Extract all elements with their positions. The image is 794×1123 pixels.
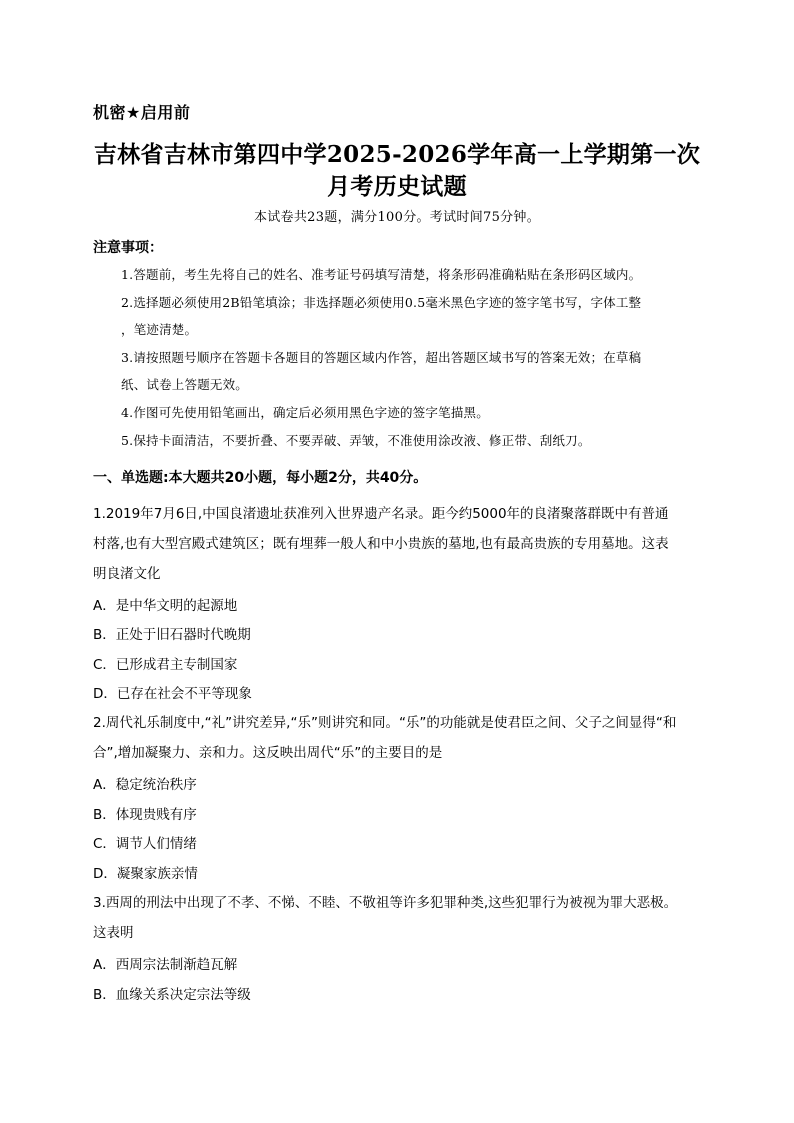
exam-title-line2: 月考历史试题 xyxy=(327,173,467,200)
answer-option: C．已形成君主专制国家 xyxy=(93,657,238,673)
notice-line: 3.请按照题号顺序在答题卡各题目的答题区域内作答，超出答题区域书写的答案无效；在草稿 xyxy=(121,350,642,365)
question-stem-line: 村落,也有大型宫殿式建筑区；既有埋葬一般人和中小贵族的墓地,也有最高贵族的专用墓地。这表 xyxy=(93,536,669,552)
notice-heading: 注意事项： xyxy=(93,240,163,256)
exam-subtitle: 本试卷共23题，满分100分。考试时间75分钟。 xyxy=(253,210,541,225)
answer-option: A．西周宗法制渐趋瓦解 xyxy=(93,957,238,973)
answer-option: D．已存在社会不平等现象 xyxy=(93,686,252,702)
notice-line: 2.选择题必须使用2B铅笔填涂；非选择题必须使用0.5毫米黑色字迹的签字笔书写，字体工整 xyxy=(121,295,642,310)
confidential-label: 机密★启用前 xyxy=(93,103,191,122)
answer-option: B．血缘关系决定宗法等级 xyxy=(93,987,251,1003)
answer-option: D．凝聚家族亲情 xyxy=(93,866,198,882)
question-stem-line: 合”,增加凝聚力、亲和力。这反映出周代“乐”的主要目的是 xyxy=(93,745,443,761)
notice-line: 纸、试卷上答题无效。 xyxy=(121,377,249,392)
notice-line: ，笔迹清楚。 xyxy=(121,322,198,337)
question-stem-line: 2.周代礼乐制度中,“礼”讲究差异,“乐”则讲究和同。“乐”的功能就是使君臣之间、父子之间显得“和 xyxy=(93,715,677,731)
answer-option: A．稳定统治秩序 xyxy=(93,777,197,793)
section-title: 一、单选题:本大题共20小题，每小题2分，共40分。 xyxy=(93,470,428,486)
notice-line: 5.保持卡面清洁，不要折叠、不要弄破、弄皱，不准使用涂改液、修正带、刮纸刀。 xyxy=(121,433,591,448)
notice-line: 4.作图可先使用铅笔画出，确定后必须用黑色字迹的签字笔描黑。 xyxy=(121,405,489,420)
answer-option: A．是中华文明的起源地 xyxy=(93,598,238,614)
answer-option: B．体现贵贱有序 xyxy=(93,807,197,823)
question-stem-line: 明良渚文化 xyxy=(93,566,161,582)
answer-option: C．调节人们情绪 xyxy=(93,836,197,852)
exam-title-line1: 吉林省吉林市第四中学2025-2026学年高一上学期第一次 xyxy=(93,141,701,168)
answer-option: B．正处于旧石器时代晚期 xyxy=(93,627,251,643)
question-stem-line: 3.西周的刑法中出现了不孝、不悌、不睦、不敬祖等许多犯罪种类,这些犯罪行为被视为罪大恶极。 xyxy=(93,895,678,911)
question-stem-line: 这表明 xyxy=(93,925,134,941)
notice-line: 1.答题前，考生先将自己的姓名、准考证号码填写清楚，将条形码准确粘贴在条形码区域内。 xyxy=(121,267,642,282)
question-stem-line: 1.2019年7月6日,中国良渚遗址获准列入世界遗产名录。距今约5000年的良渚聚落群既中有普通 xyxy=(93,506,669,522)
